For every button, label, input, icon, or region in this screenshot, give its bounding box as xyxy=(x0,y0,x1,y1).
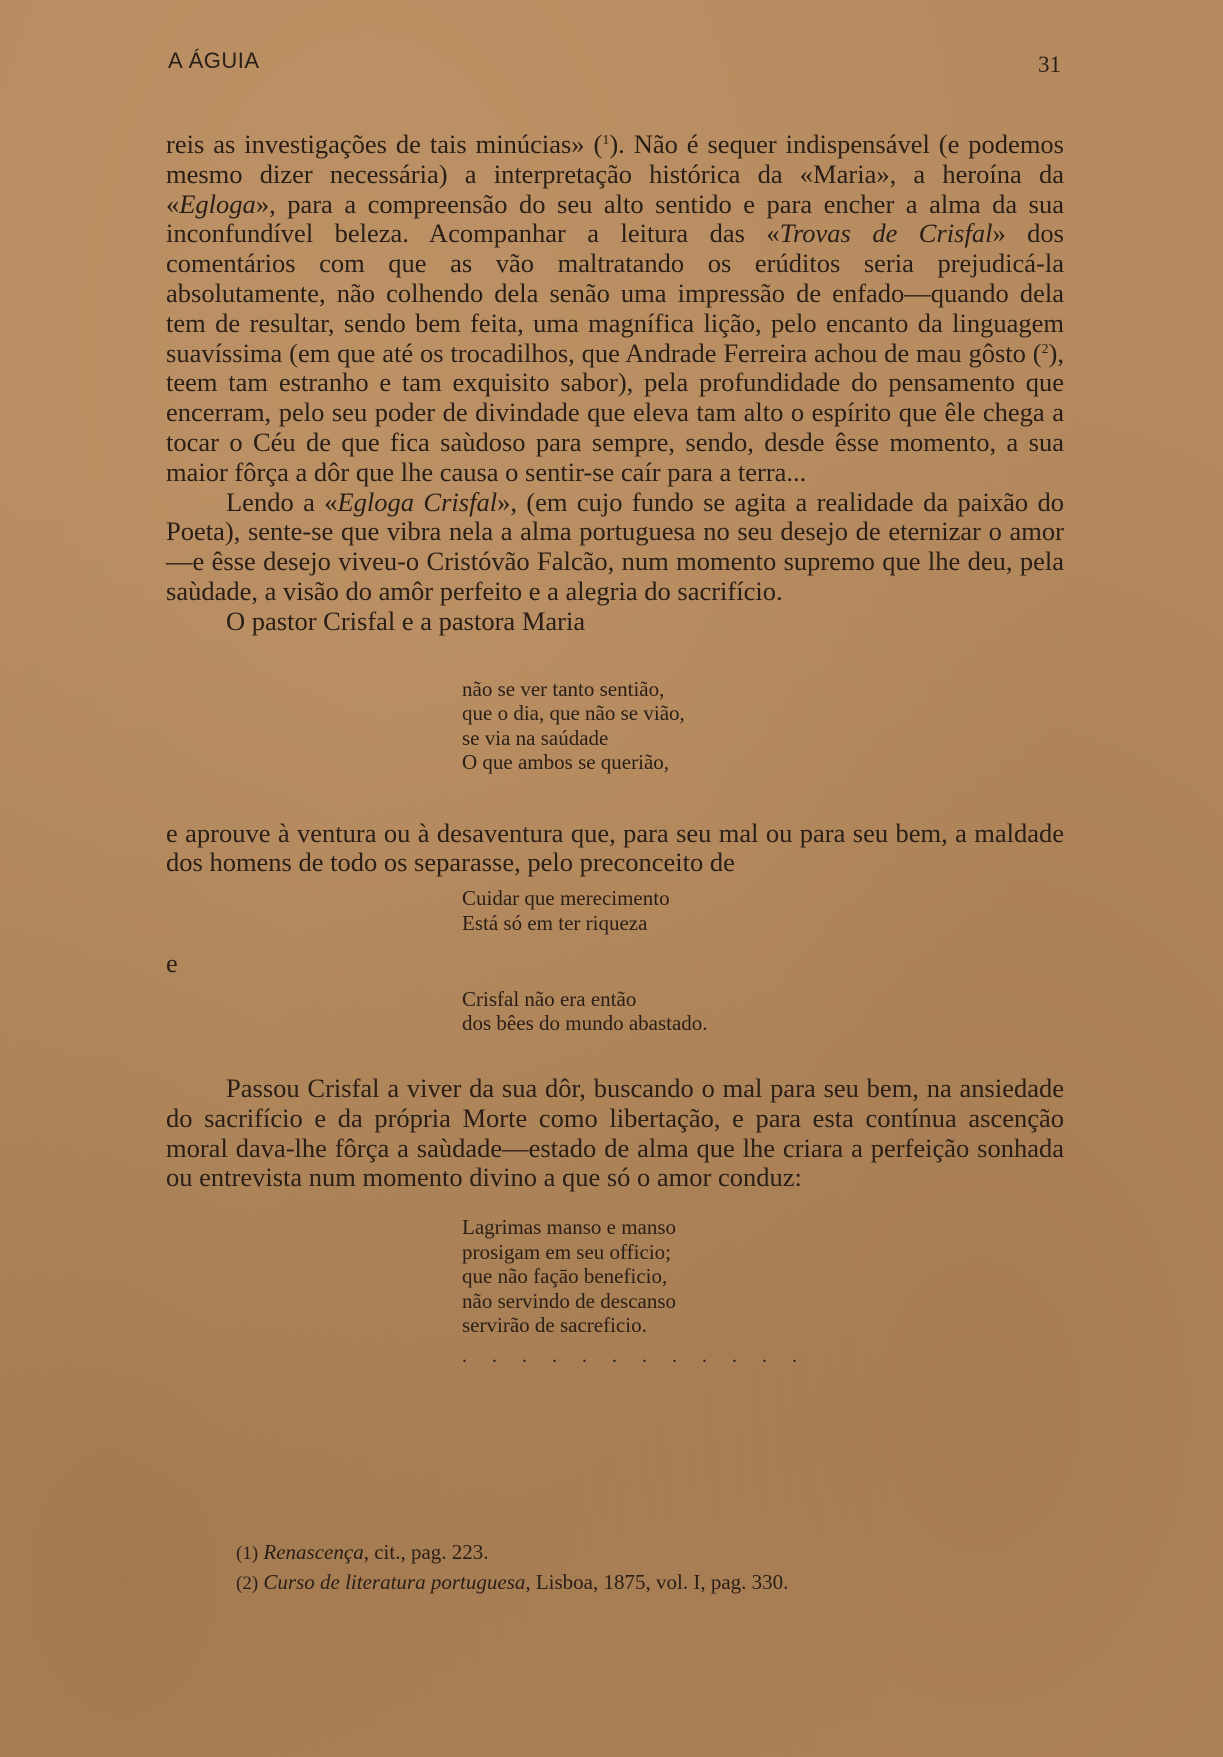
text-span: », (em cujo fundo se agita a realidade da paixão do Poeta), sente-se que vibra nela a alma portuguesa no seu desejo de eternizar o amor—e êsse desejo viveu-o Cristóvão Falcão, num momento supremo que lhe deu, pela saùdade, a visão do amôr perfeito e a alegria do sacrifício. xyxy=(166,486,1064,606)
verse-line: servirão de sacreficio. xyxy=(462,1313,647,1338)
text-span: Lendo a « xyxy=(226,486,338,517)
page-number: 31 xyxy=(1038,52,1061,77)
verse-ellipsis: . . . . . . . . . . . . xyxy=(462,1344,807,1367)
italic-title: Trovas de Crisfal xyxy=(779,218,993,249)
verse-line: prosigam em seu officio; xyxy=(462,1239,671,1264)
footnote-ref-2: 2 xyxy=(1041,341,1049,357)
paragraph-1 xyxy=(166,130,1064,488)
italic-title: Egloga xyxy=(179,188,256,219)
verse-line: Cuidar que merecimento xyxy=(462,886,670,911)
footnote-text: , cit., pag. 223. xyxy=(363,1540,489,1564)
footnote-title: Curso de literatura portuguesa xyxy=(263,1570,526,1594)
text-span: reis as investigações de tais minúcias» ( xyxy=(166,129,603,159)
text-span: ), teem tam estranho e tam exquisito sabor), pela profundidade do pensamento que encerram, pelo seu poder de divindade que eleva tam alto o espírito que êle chega a tocar o Céu de que fica saùdoso para sempre, sendo, desde êsse momento, a sua maior fôrça a dôr que lhe causa o sentir-se caír para a terra... xyxy=(166,337,1064,487)
verse-block-1 xyxy=(462,677,1064,775)
verse-block-3 xyxy=(462,987,1064,1036)
verse-line: O que ambos se querião, xyxy=(462,750,670,775)
text-span: » dos comentários com que as vão maltratando os erúditos seria prejudicá-la absolutamente, não colhendo dela senão uma impressão de enfado—quando dela tem de resultar, sendo bem feita, uma magnífica lição, pelo encanto da linguagem suavíssima (em que até os trocadilhos, que Andrade Ferreira achou de mau gôsto ( xyxy=(166,218,1064,368)
footnote-text: , Lisboa, 1875, vol. I, pag. 330. xyxy=(525,1570,789,1594)
main-text xyxy=(166,130,1064,1371)
text-span: », para a compreensão do seu alto sentido e para encher a alma da sua inconfundível beleza. Acompanhar a leitura das « xyxy=(166,188,1064,249)
verse-block-4 xyxy=(462,1215,1064,1338)
verse-line: Lagrimas manso e manso xyxy=(462,1215,677,1240)
verse-block-2 xyxy=(462,886,1064,935)
footnotes xyxy=(236,1538,1056,1598)
verse-line: não servindo de descanso xyxy=(462,1288,677,1313)
verse-line: Está só em ter riqueza xyxy=(462,910,648,935)
page-header xyxy=(168,48,1061,88)
verse-line: que o dia, que não se vião, xyxy=(462,701,685,726)
verse-line: Crisfal não era então xyxy=(462,986,637,1011)
paragraph-3: O pastor Crisfal e a pastora Maria xyxy=(226,605,586,636)
paragraph-2 xyxy=(166,488,1064,607)
footnote-mark: (1) xyxy=(236,1543,259,1564)
footnote-1 xyxy=(236,1538,1056,1568)
footnote-title: Renascença xyxy=(263,1540,364,1564)
paragraph-6: Passou Crisfal a viver da sua dôr, buscando o mal para seu bem, na ansiedade do sacrifício e da própria Morte como libertação, e para esta contínua ascenção moral dava-lhe fôrça a saùdade—estado de alma que lhe criara a perfeição sonhada ou entrevista num momento divino a que só o amor conduz: xyxy=(166,1072,1064,1193)
verse-line: se via na saúdade xyxy=(462,725,609,750)
running-title: A ÁGUIA xyxy=(168,48,260,73)
footnote-ref-1: 1 xyxy=(602,133,610,148)
footnote-2 xyxy=(236,1568,1056,1598)
verse-line: não se ver tanto sentião, xyxy=(462,676,665,701)
verse-line: dos bêes do mundo abastado. xyxy=(462,1011,708,1036)
footnote-mark: (2) xyxy=(236,1573,259,1594)
paragraph-4: e aprouve à ventura ou à desaventura que, para seu mal ou para seu bem, a maldade dos homens de todo os separasse, pelo preconceito de xyxy=(166,817,1064,878)
paragraph-5: e xyxy=(166,948,178,979)
text-span: ). Não é sequer indispensável (e podemos mesmo dizer necessária) a interpretação histórica da «Maria», a heroína da « xyxy=(166,129,1064,219)
italic-title: Egloga Crisfal xyxy=(337,486,498,517)
verse-line: que não façāo beneficio, xyxy=(462,1264,668,1289)
